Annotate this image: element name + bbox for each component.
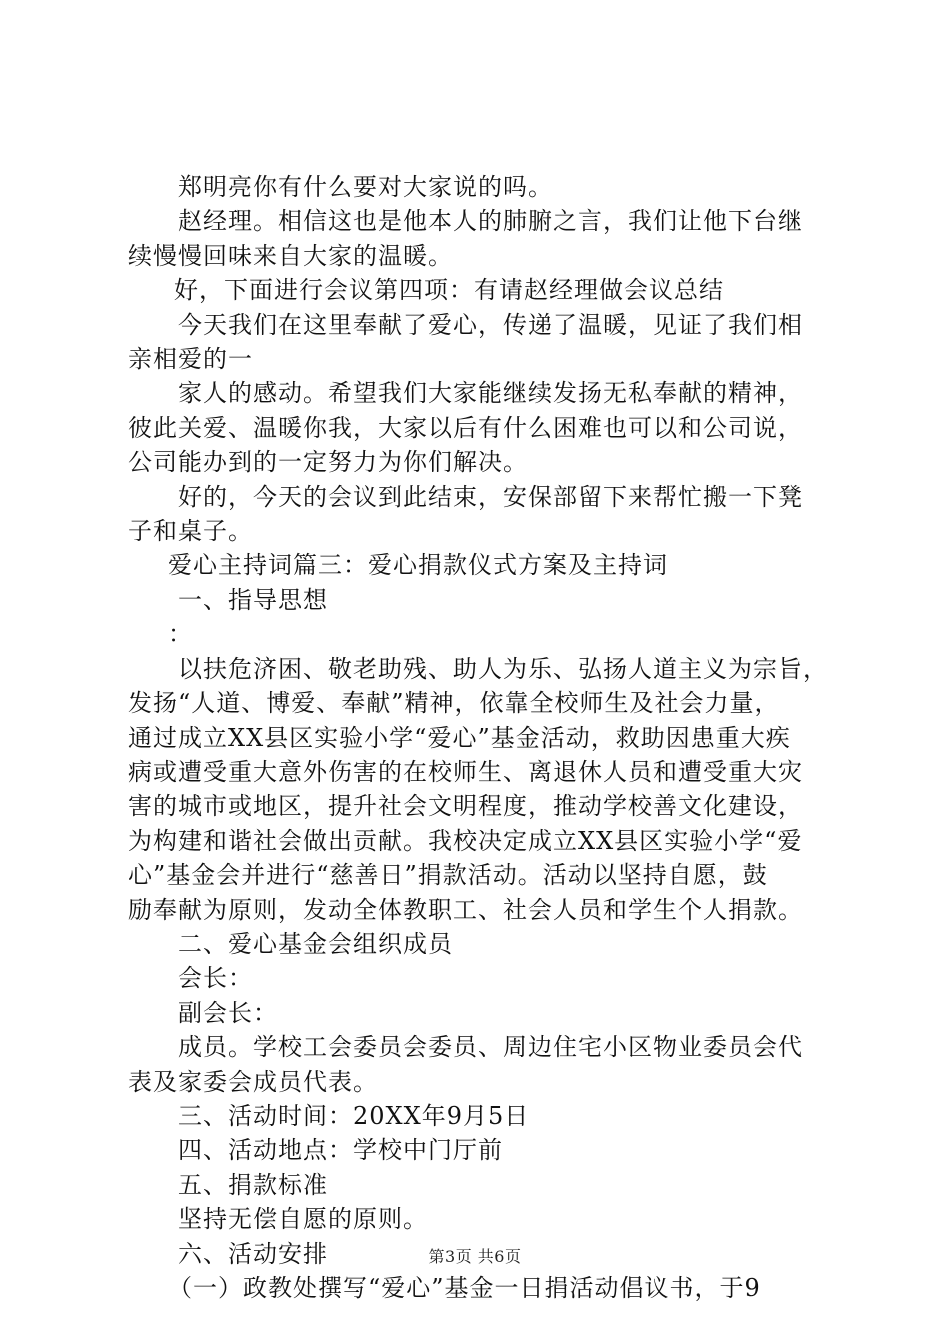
section-heading: 二、爱心基金会组织成员	[178, 929, 453, 958]
text-line: 心”基金会并进行“慈善日”捐款活动。活动以坚持自愿，鼓	[128, 861, 768, 890]
text-line: 通过成立XX县区实验小学“爱心”基金活动，救助因患重大疾	[128, 723, 791, 752]
section-heading: 爱心主持词篇三：爱心捐款仪式方案及主持词	[168, 551, 668, 580]
text-line: 彼此关爱、温暖你我，大家以后有什么困难也可以和公司说，	[128, 413, 803, 442]
text-line: 郑明亮你有什么要对大家说的吗。	[178, 173, 553, 201]
section-heading: 四、活动地点：学校中门厅前	[178, 1136, 503, 1165]
section-heading: 六、活动安排	[178, 1239, 328, 1268]
text-line: ：	[168, 620, 193, 649]
section-heading: 一、指导思想	[178, 585, 328, 614]
section-heading: 五、捐款标准	[178, 1170, 328, 1199]
text-line: （一）政教处撰写“爱心”基金一日捐活动倡议书，于9	[168, 1274, 761, 1302]
text-line: 会长：	[178, 964, 253, 993]
page-number-footer: 第3页 共6页	[428, 1247, 522, 1266]
text-line: 续慢慢回味来自大家的温暖。	[128, 241, 453, 270]
text-line: 以扶危济困、敬老助残、助人为乐、弘扬人道主义为宗旨，	[178, 654, 828, 683]
text-line: 副会长：	[178, 998, 278, 1027]
text-line: 发扬“人道、博爱、奉献”精神，依靠全校师生及社会力量，	[128, 689, 780, 718]
text-line: 好的，今天的会议到此结束，安保部留下来帮忙搬一下凳	[178, 482, 803, 511]
text-line: 公司能办到的一定努力为你们解决。	[128, 448, 528, 477]
section-heading: 三、活动时间：20XX年9月5日	[178, 1101, 530, 1130]
text-line: 为构建和谐社会做出贡献。我校决定成立XX县区实验小学“爱	[128, 826, 803, 855]
text-line: 坚持无偿自愿的原则。	[178, 1205, 428, 1234]
text-line: 好，下面进行会议第四项：有请赵经理做会议总结	[174, 276, 724, 305]
document-body	[128, 170, 840, 1305]
text-line: 赵经理。相信这也是他本人的肺腑之言，我们让他下台继	[178, 207, 803, 236]
text-line: 子和桌子。	[128, 517, 253, 546]
text-line: 亲相爱的一	[128, 345, 253, 374]
text-line: 害的城市或地区，提升社会文明程度，推动学校善文化建设，	[128, 792, 803, 821]
text-line: 表及家委会成员代表。	[128, 1067, 378, 1096]
text-line: 病或遭受重大意外伤害的在校师生、离退休人员和遭受重大灾	[128, 757, 803, 786]
text-line: 励奉献为原则，发动全体教职工、社会人员和学生个人捐款。	[128, 895, 803, 924]
text-line: 家人的感动。希望我们大家能继续发扬无私奉献的精神，	[178, 379, 803, 408]
text-line: 今天我们在这里奉献了爱心，传递了温暖，见证了我们相	[178, 310, 803, 339]
text-line: 成员。学校工会委员会委员、周边住宅小区物业委员会代	[178, 1033, 803, 1062]
